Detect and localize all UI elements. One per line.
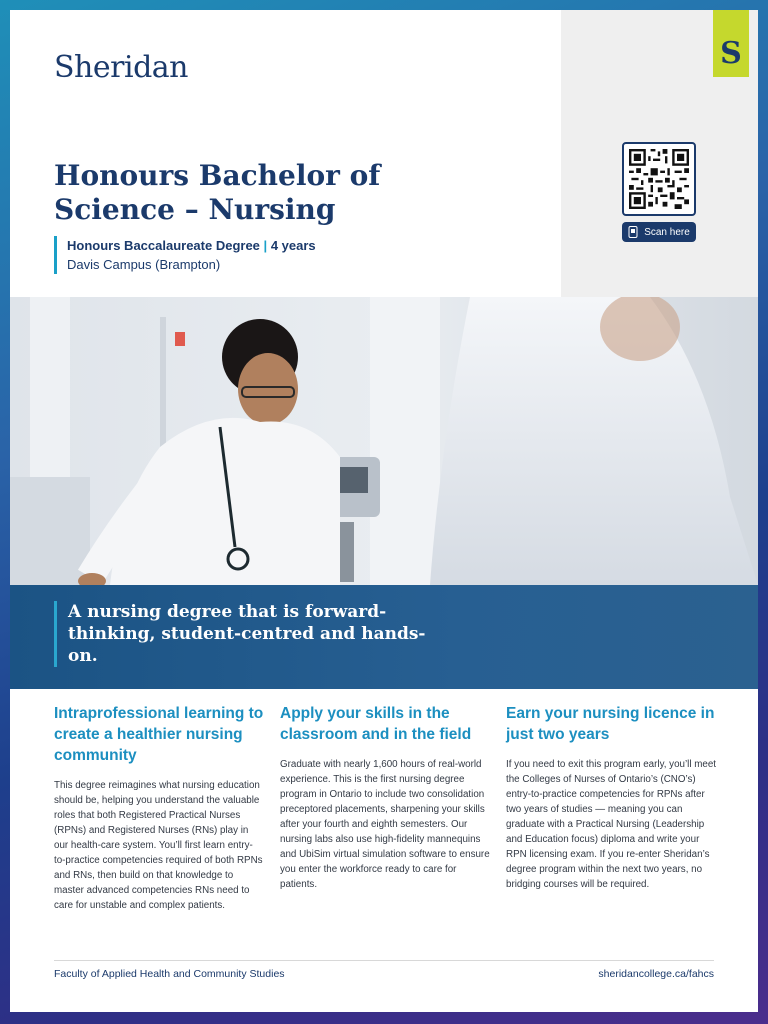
qr-code[interactable] (622, 142, 696, 216)
nurse-photo-illustration (10, 297, 758, 585)
column-heading: Apply your skills in the classroom and in the field (280, 705, 472, 743)
footer-url-link[interactable]: sheridancollege.ca/fahcs (598, 968, 714, 980)
brand-logo: Sheridan (54, 50, 188, 85)
footer-divider (54, 960, 714, 961)
sheridan-s-badge: S (713, 10, 749, 77)
phone-icon (628, 226, 638, 238)
program-meta: Honours Baccalaureate Degree | 4 years Davis Campus (Brampton) (54, 236, 316, 274)
hero-photo (10, 297, 758, 585)
brochure-page (10, 10, 758, 1012)
campus: Davis Campus (Brampton) (67, 257, 221, 272)
quote-band (10, 585, 758, 689)
footer-faculty: Faculty of Applied Health and Community Studies (54, 968, 285, 980)
column-body: If you need to exit this program early, you’ll meet the Colleges of Nurses of Ontario’s (CNO’s) entry-to-practice competencies for RPNs after two years of studies — meaning you can graduate with a Practical Nursing (Leadership and Education focus) diploma and write your RPN licensing exam. If you re-enter Sheridan’s degree program within the next two years, no bridging courses will be required. (506, 759, 717, 890)
column-heading: Earn your nursing licence in just two years (506, 705, 715, 743)
column-body: Graduate with nearly 1,600 hours of real-world experience. This is the first nursing degree program in Ontario to include two consolidation preceptored placements, sharpening your skills after your fourth and eighth semesters. Our nursing labs also use high-fidelity mannequins and UbiSim virtual simulation software to ensure you enter the workforce ready to care for patients. (280, 759, 490, 890)
page-title: Honours Bachelor of Science – Nursing (54, 159, 381, 226)
column-body: This degree reimagines what nursing education should be, helping you understand the valuable roles that both Registered Practical Nurses (RPNs) and Registered Nurses (RNs) play in our health-care system. You’ll first learn entry-to-practice competencies required of both RPNs and RNs, then build on that knowledge to master advanced competencies RNs need to care for unstable and complex patients. (54, 780, 263, 911)
tagline-quote: A nursing degree that is forward-thinking, student-centred and hands-on. (54, 601, 428, 667)
program-duration: 4 years (270, 238, 316, 253)
column-apply-skills (280, 703, 490, 892)
qr-code-icon (629, 149, 689, 209)
scan-here-button[interactable]: Scan here (622, 222, 696, 242)
column-heading: Intraprofessional learning to create a healthier nursing community (54, 705, 264, 764)
degree-type: Honours Baccalaureate Degree (67, 238, 260, 253)
column-licence (506, 703, 716, 892)
column-intraprofessional (54, 703, 264, 913)
